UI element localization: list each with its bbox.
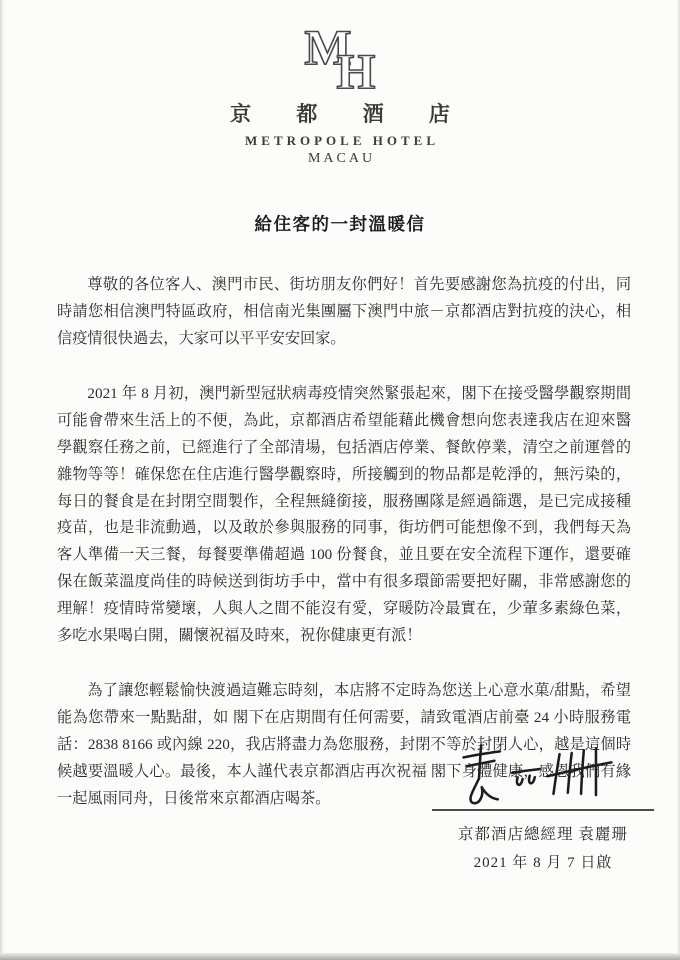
letter-paragraph-2: 2021 年 8 月初，澳門新型冠狀病毒疫情突然緊張起來，閣下在接受醫學觀察期間可能會帶來生活上的不便，為此，京都酒店希望能藉此機會想向您表達我店在迎來醫學觀察任務之前，已經進行了全部清場，包括酒店停業、餐飲停業，清空之前運營的雜物等等！確保您在住店進行醫學觀察時，所接觸到的物品都是乾淨的，無污染的，每日的餐食是在封閉空間製作，全程無縫銜接，服務團隊是經過篩選，是已完成接種疫苗，也是非流動過，以及敢於參與服務的同事，街坊們可能想像不到，我們每天為客人準備一天三餐，每餐要準備超過 100 份餐食，並且要在安全流程下運作，還要確保在飯菜溫度尚佳的時候送到街坊手中，當中有很多環節需要把好關，非常感謝您的理解！疫情時常變壞，人與人之間不能沒有愛，穿暖防冷最實在，少葷多素綠色菜，多吃水果喝白開，關懷祝福及時來，祝你健康更有派！ [57,385,631,644]
mh-monogram-icon [280,22,400,94]
scan-edge-bottom [0,953,680,960]
hotel-name-english: METROPOLE HOTEL [245,133,439,148]
letter-title: 給住客的一封溫暖信 [254,214,426,234]
signature-block [432,742,654,872]
letter-paragraph-3: 為了讓您輕鬆愉快渡過這難忘時刻，本店將不定時為您送上心意水菓/甜點，希望能為您帶來一點點甜，如 閣下在店期間有任何需要，請致電酒店前臺 24 小時服務電話：2838 8166 或內線 220，我店將盡力為您服務，封閉不等於封閉人心，越是這個時候越要溫暖人心。最後，本人謹代表京都酒店再次祝福 閣下身體健康，感恩我們有緣一起風雨同舟，日後常來京都酒店喝茶。 [57,682,631,807]
signature-rule [432,809,654,811]
letter-body [57,272,631,812]
scan-edge-left [0,0,4,953]
svg-text:M: M [304,22,352,75]
letter-paragraph-1: 尊敬的各位客人、澳門市民、街坊朋友你們好！首先要感謝您為抗疫的付出，同時請您相信澳門特區政府，相信南光集團屬下澳門中旅－京都酒店對抗疫的決心，相信疫情很快過去，大家可以平平安安回家。 [57,276,631,347]
signoff-date: 2021 年 8 月 7 日啟 [473,855,613,871]
signature-handwriting [448,742,638,806]
svg-text:H: H [336,43,376,94]
signoff-title-and-name: 京都酒店總經理 袁麗珊 [458,826,628,843]
hotel-logo-block [0,0,680,167]
hotel-name-chinese: 京 都 酒 店 [230,102,470,126]
hotel-location: MACAU [307,151,376,166]
